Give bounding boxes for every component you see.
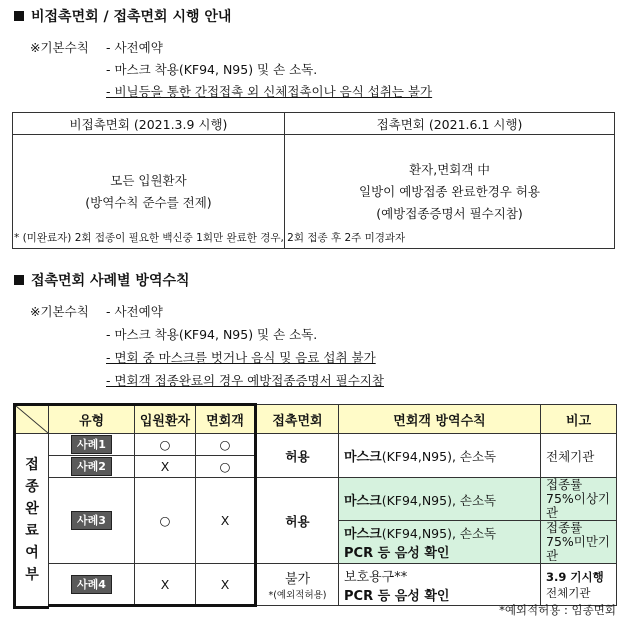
type-header: 유형 <box>49 405 135 434</box>
remarks-header: 비고 <box>541 405 617 434</box>
case-badge: 사례3 <box>71 511 112 530</box>
protective-rule: 보호용구** PCR 등 음성 확인 <box>339 564 541 606</box>
case-badge: 사례2 <box>71 457 112 476</box>
section2-rule-2: - 마스크 착용(KF94, N95) 및 손 소독. <box>106 327 318 342</box>
case-badge: 사례4 <box>71 575 112 594</box>
section1-rule-2: - 마스크 착용(KF94, N95) 및 손 소독. <box>106 62 318 77</box>
section2-rule-4: - 면회객 접종완료의 경우 예방접종증명서 필수지참 <box>106 373 384 388</box>
vaccination-status-label: 접 종 완 료 여 부 <box>15 434 49 608</box>
case4-visitor: X <box>196 564 256 606</box>
case3-cell <box>49 478 135 564</box>
section1-title: 비접촉면회 / 접촉면회 시행 안내 <box>14 6 231 26</box>
section2-title: 접촉면회 사례별 방역수칙 <box>14 270 190 290</box>
section1-rule-3: - 비닐등을 통한 간접접촉 외 신체접촉이나 음식 섭취는 불가 <box>106 84 433 99</box>
remark-all: 전체기관 <box>541 434 617 478</box>
mask-rule-75up: 마스크(KF94,N95), 손소독 <box>339 478 541 521</box>
section2-rule-3: - 면회 중 마스크를 벗거나 음식 및 음료 섭취 불가 <box>106 350 376 365</box>
mask-rule: 마스크(KF94,N95), 손소독 <box>339 434 541 478</box>
case3-patient: ○ <box>135 478 196 564</box>
remark-case4: 3.9 기시행 전체기관 <box>541 564 617 606</box>
deny-cell <box>256 564 339 606</box>
case-badge: 사례1 <box>71 435 112 454</box>
case2-cell <box>49 456 135 478</box>
diagonal-header-cell <box>15 405 49 434</box>
diagonal-line-icon <box>16 406 48 433</box>
noncontact-header: 비접촉면회 (2021.3.9 시행) <box>13 113 285 135</box>
noncontact-cell: 모든 입원환자 (방역수칙 준수를 전제) <box>13 135 285 249</box>
allow-label-2: 허용 <box>256 478 339 564</box>
case1-patient: ○ <box>135 434 196 456</box>
deny-label: 불가 <box>284 572 311 587</box>
section1-rules-label: ※기본수칙 <box>30 40 89 55</box>
square-bullet-icon <box>14 275 24 285</box>
mask-pcr-rule: 마스크(KF94,N95), 손소독 PCR 등 음성 확인 <box>339 521 541 564</box>
visitor-header: 면회객 <box>196 405 256 434</box>
section2-rule-1: - 사전예약 <box>106 304 163 319</box>
patient-header: 입원환자 <box>135 405 196 434</box>
case1-visitor: ○ <box>196 434 256 456</box>
case2-visitor: ○ <box>196 456 256 478</box>
case1-cell <box>49 434 135 456</box>
vaccination-note: * (미완료자) 2회 접종이 필요한 백신중 1회만 완료한 경우, 2회 접종 후 2주 미경과자 <box>14 232 406 244</box>
remark-75up: 접종률 75%이상기관 <box>541 478 617 521</box>
deny-note: *(예외적허용) <box>268 590 327 601</box>
case4-cell <box>49 564 135 606</box>
visitor-rules-header: 면회객 방역수칙 <box>339 405 541 434</box>
contact-header: 접촉면회 (2021.6.1 시행) <box>285 113 615 135</box>
section2-rules-label: ※기본수칙 <box>30 304 89 319</box>
visit-type-table <box>12 112 615 249</box>
remark-75down: 접종률 75%미만기관 <box>541 521 617 564</box>
case-rules-table <box>13 403 617 609</box>
contact-cell: 환자,면회객 中 일방이 예방접종 완료한경우 허용 (예방접종증명서 필수지참) <box>285 135 615 249</box>
square-bullet-icon <box>14 11 24 21</box>
allow-label: 허용 <box>256 434 339 478</box>
contact-visit-header: 접촉면회 <box>256 405 339 434</box>
case2-patient: X <box>135 456 196 478</box>
case4-patient: X <box>135 564 196 606</box>
section1-rule-1: - 사전예약 <box>106 40 163 55</box>
exception-footnote: *예외적허용 : 임종면회 <box>499 603 616 617</box>
case3-visitor: X <box>196 478 256 564</box>
